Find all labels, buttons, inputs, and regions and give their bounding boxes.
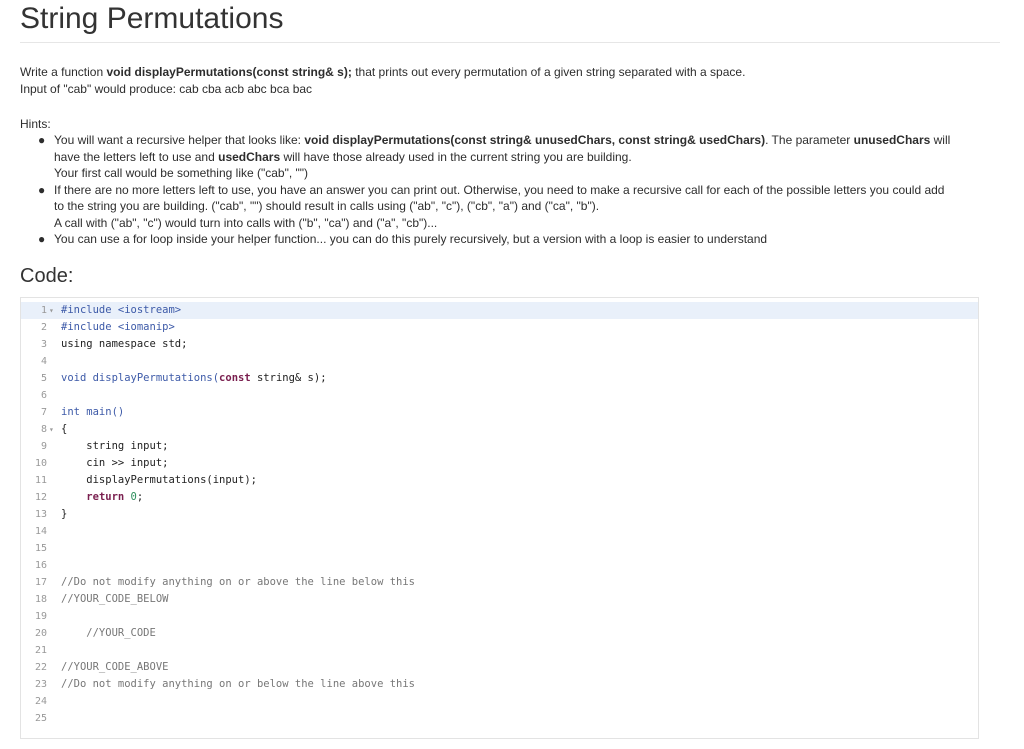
code-line[interactable]: 18 //YOUR_CODE_BELOW xyxy=(21,591,978,608)
line-number: 7 xyxy=(40,407,47,418)
description-line-2: Input of "cab" would produce: cab cba acb abc bca bac xyxy=(20,82,313,96)
code-line[interactable] xyxy=(21,523,978,540)
code-line[interactable]: 7 int main() xyxy=(21,404,978,421)
line-number: 17 xyxy=(34,577,47,588)
code-line[interactable]: 22 //YOUR_CODE_ABOVE xyxy=(21,659,978,676)
problem-description xyxy=(20,64,1000,98)
line-number: 18 xyxy=(34,594,47,605)
code-line[interactable]: 11 displayPermutations(input); xyxy=(21,472,978,489)
line-number: 15 xyxy=(34,543,47,554)
line-number: 19 xyxy=(34,611,47,622)
line-number: 2 xyxy=(40,322,47,333)
code-editor[interactable] xyxy=(20,297,979,739)
code-line[interactable]: 1 ▾ #include <iostream> xyxy=(21,302,978,319)
code-line[interactable] xyxy=(21,608,978,625)
hints-label: Hints: xyxy=(20,117,51,131)
line-number: 10 xyxy=(34,458,47,469)
code-line[interactable] xyxy=(21,353,978,370)
hint-item-3: ● You can use a for loop inside your helper function... you can do this purely recursively, but a version with a loop is easier to understand xyxy=(38,232,768,246)
code-line[interactable]: 3 using namespace std; xyxy=(21,336,978,353)
line-number: 3 xyxy=(40,339,47,350)
code-line[interactable]: 12 return 0; xyxy=(21,489,978,506)
line-number: 6 xyxy=(40,390,47,401)
code-heading: Code: xyxy=(20,265,74,287)
line-number: 16 xyxy=(34,560,47,571)
code-line[interactable] xyxy=(21,540,978,557)
hint-item-1: ● You will want a recursive helper that looks like: void displayPermutations(const string& unusedChars, const string& usedChars). The parameter unusedChars will have the letters left to use and usedChars will have those already used in the current string you are building. Your first call would be something like ("cab", "") xyxy=(38,133,951,180)
code-line[interactable]: 17 //Do not modify anything on or above the line below this xyxy=(21,574,978,591)
fold-toggle-icon[interactable]: ▾ xyxy=(49,425,54,434)
line-number: 9 xyxy=(40,441,47,452)
description-line-1: Write a function void displayPermutations(const string& s); that prints out every permutation of a given string separated with a space. xyxy=(20,65,746,79)
code-line[interactable]: 9 string input; xyxy=(21,438,978,455)
fold-toggle-icon[interactable]: ▾ xyxy=(49,306,54,315)
line-number: 25 xyxy=(34,713,47,724)
line-number: 4 xyxy=(40,356,47,367)
bullet-icon: ● xyxy=(38,182,46,197)
line-number: 8 xyxy=(40,424,47,435)
bullet-icon: ● xyxy=(38,232,46,246)
code-line[interactable]: 10 cin >> input; xyxy=(21,455,978,472)
code-line[interactable]: 23 //Do not modify anything on or below the line above this xyxy=(21,676,978,693)
function-signature: void displayPermutations(const string& s); xyxy=(106,65,352,79)
code-line[interactable]: 5 void displayPermutations(const string& s); xyxy=(21,370,978,387)
line-number: 5 xyxy=(40,373,47,384)
title-divider xyxy=(20,42,1000,43)
line-number: 13 xyxy=(34,509,47,520)
line-number: 11 xyxy=(34,475,47,486)
line-number: 1 xyxy=(40,305,47,316)
line-number: 24 xyxy=(34,696,47,707)
code-line[interactable]: 2 #include <iomanip> xyxy=(21,319,978,336)
line-number: 12 xyxy=(34,492,47,503)
line-number: 23 xyxy=(34,679,47,690)
code-line[interactable] xyxy=(21,642,978,659)
hint-item-2: ● If there are no more letters left to use, you have an answer you can print out. Otherwise, you need to make a recursive call for each of the possible letters you could add to the string you are building. ("cab", "") should result in calls using ("ab", "c"), ("cb", "a") and ("ca", "b"). A call with ("ab", "c") would turn into calls with ("b", "ca") and ("a", "cb")... xyxy=(38,182,945,230)
code-line[interactable] xyxy=(21,710,978,727)
code-line[interactable] xyxy=(21,387,978,404)
code-line[interactable] xyxy=(21,557,978,574)
code-line[interactable]: 20 //YOUR_CODE xyxy=(21,625,978,642)
code-line[interactable] xyxy=(21,693,978,710)
page-title: String Permutations xyxy=(20,2,284,35)
bullet-icon: ● xyxy=(38,133,46,147)
code-line[interactable]: 8 ▾ { xyxy=(21,421,978,438)
code-line[interactable]: 13 } xyxy=(21,506,978,523)
line-number: 20 xyxy=(34,628,47,639)
line-number: 21 xyxy=(34,645,47,656)
line-number: 14 xyxy=(34,526,47,537)
line-number: 22 xyxy=(34,662,47,673)
hints-list xyxy=(38,132,998,248)
